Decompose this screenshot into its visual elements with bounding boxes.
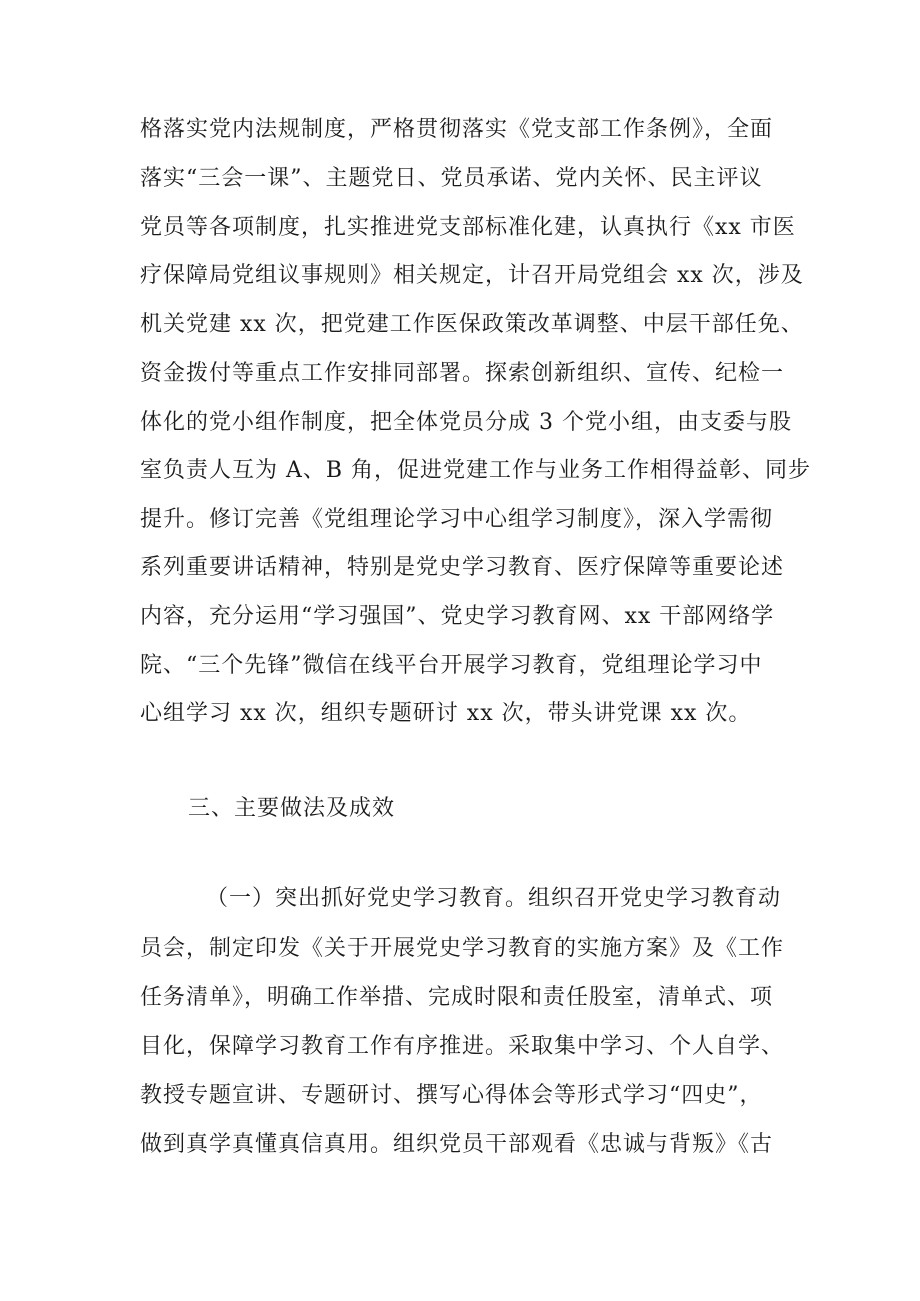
paragraph-line: 格落实党内法规制度，严格贯彻落实《党支部工作条例》，全面	[140, 117, 774, 142]
paragraph-line: 任务清单》，明确工作举措、完成时限和责任股室，清单式、项	[140, 985, 774, 1010]
paragraph-line: 疗保障局党组议事规则》相关规定，计召开局党组会 xx 次，涉及	[140, 263, 804, 288]
paragraph-line: 机关党建 xx 次，把党建工作医保政策改革调整、中层干部任免、	[140, 312, 804, 337]
paragraph-line: 内容，充分运用“学习强国”、党史学习教育网、xx 干部网络学	[140, 604, 775, 629]
paragraph-line: 党员等各项制度，扎实推进党支部标准化建，认真执行《xx 市医	[140, 215, 796, 240]
paragraph-line: （一）突出抓好党史学习教育。组织召开党史学习教育动	[206, 886, 782, 911]
paragraph-line: 室负责人互为 A、B 角，促进党建工作与业务工作相得益彰、同步	[140, 458, 812, 483]
paragraph-line: 提升。修订完善《党组理论学习中心组学习制度》，深入学需彻	[140, 507, 774, 532]
paragraph-line: 体化的党小组作制度，把全体党员分成 3 个党小组，由支委与股	[140, 410, 792, 435]
paragraph-line: 员会，制定印发《关于开展党史学习教育的实施方案》及《工作	[140, 936, 785, 961]
paragraph-line: 资金拨付等重点工作安排同部署。探索创新组织、宣传、纪检一	[140, 361, 785, 386]
paragraph-line: 做到真学真懂真信真用。组织党员干部观看《忠诚与背叛》《古	[140, 1132, 774, 1157]
paragraph-line: 落实“三会一课”、主题党日、党员承诺、党内关怀、民主评议	[140, 166, 763, 191]
paragraph-line: 系列重要讲话精神，特别是党史学习教育、医疗保障等重要论述	[140, 555, 785, 580]
section-heading: 三、主要做法及成效	[188, 796, 396, 821]
paragraph-line: 目化，保障学习教育工作有序推进。采取集中学习、个人自学、	[140, 1034, 785, 1059]
paragraph-line: 心组学习 xx 次，组织专题研讨 xx 次，带头讲党课 xx 次。	[140, 701, 752, 726]
paragraph-line: 院、“三个先锋”微信在线平台开展学习教育，党组理论学习中	[140, 653, 763, 678]
paragraph-line: 教授专题宣讲、专题研讨、撰写心得体会等形式学习“四史”，	[140, 1083, 763, 1108]
